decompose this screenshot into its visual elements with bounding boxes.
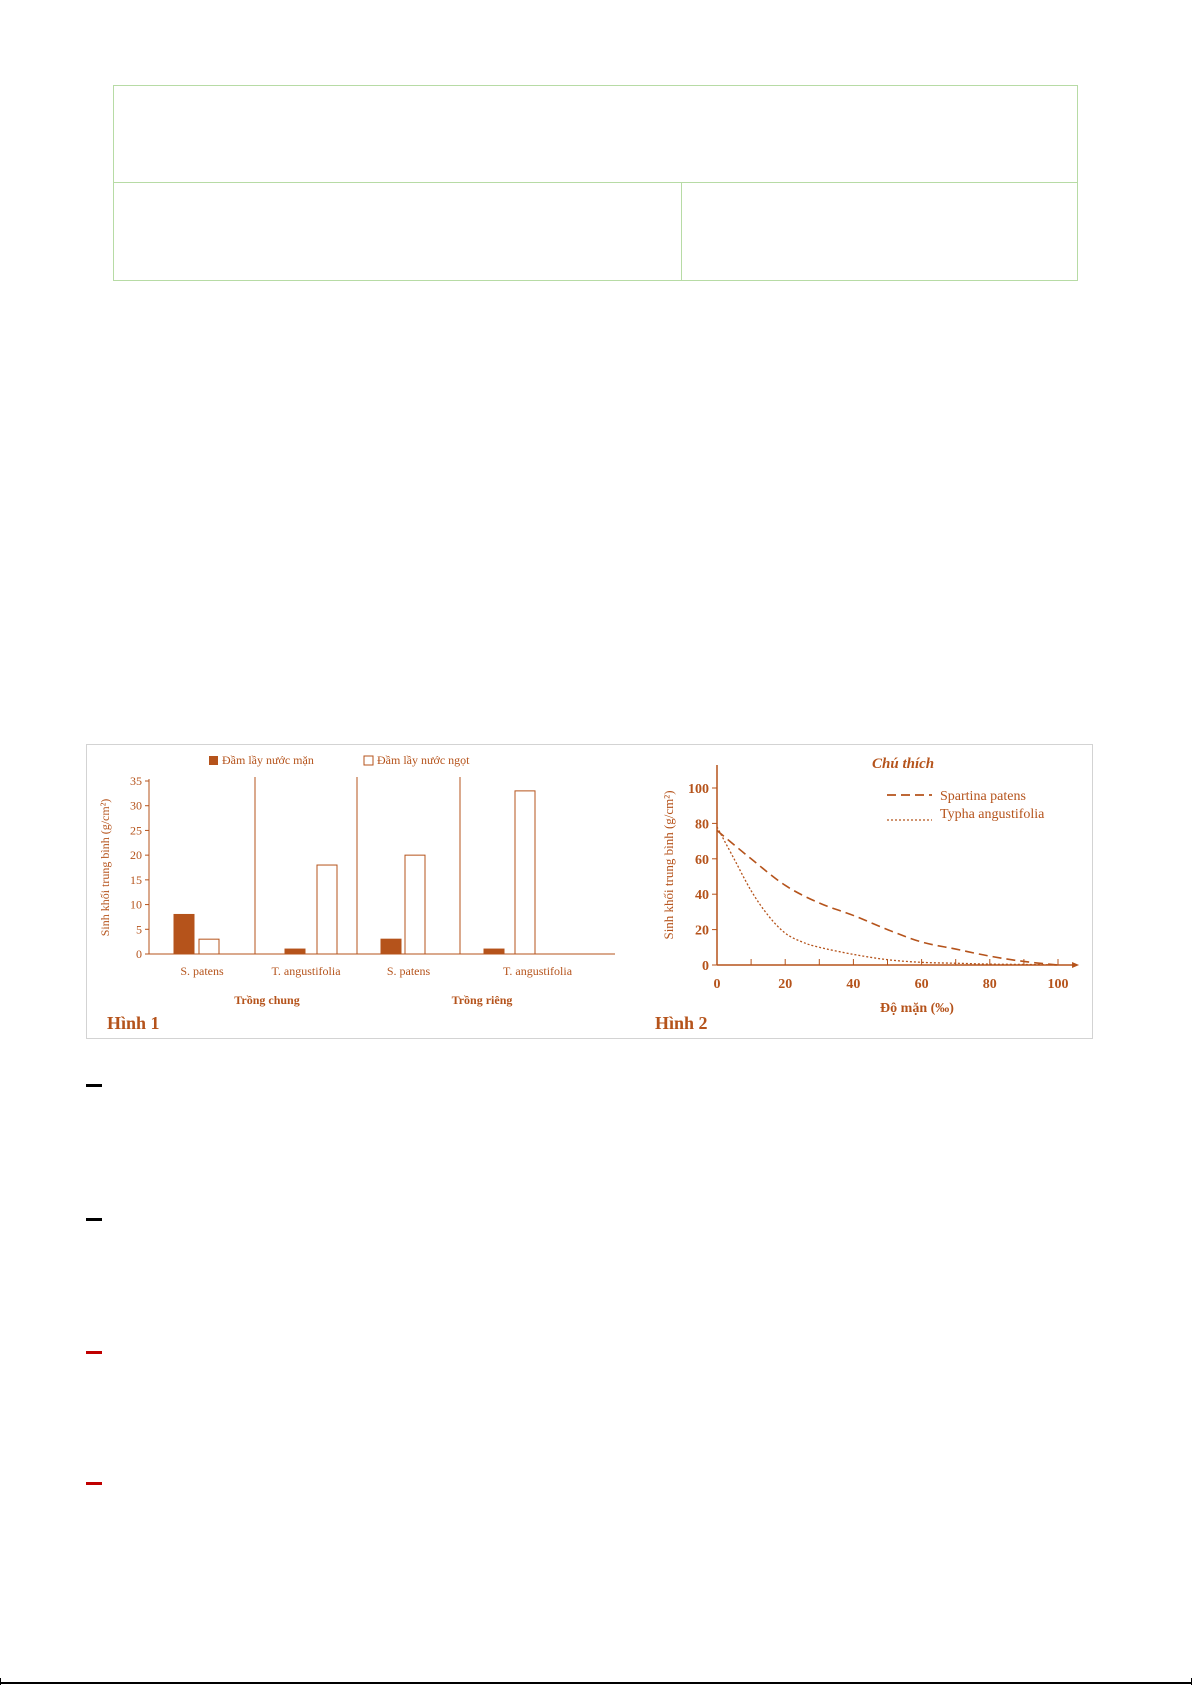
answer-table: [113, 85, 1078, 281]
group-label: Trồng riêng: [451, 993, 513, 1007]
y-tick-label: 5: [136, 922, 142, 937]
x-tick-label: S. patens: [386, 964, 431, 978]
x-tick-label: 40: [846, 977, 861, 992]
bar: [381, 939, 401, 954]
legend-title: Chú thích: [872, 756, 935, 772]
series-line: [717, 830, 1058, 965]
bar: [405, 855, 425, 954]
y-tick-label: 15: [130, 872, 142, 887]
bar: [515, 791, 535, 954]
x-tick-label: S. patens: [180, 964, 224, 978]
legend-label: Đầm lầy nước ngọt: [377, 753, 470, 767]
bar: [484, 949, 504, 954]
legend-label: Typha angustifolia: [940, 807, 1045, 822]
bar: [285, 949, 305, 954]
y-tick-label: 20: [695, 923, 709, 939]
bar: [199, 939, 219, 954]
figure-label: Hình 2: [655, 1013, 708, 1033]
y-tick-label: 10: [130, 897, 142, 912]
x-tick-label: 0: [713, 977, 721, 992]
x-axis-label: Độ mặn (‰): [880, 1001, 954, 1016]
page-bottom-rule: [0, 1682, 1192, 1684]
bar: [317, 865, 337, 954]
legend-label: Đầm lầy nước mặn: [222, 753, 314, 767]
figure-label: Hình 1: [107, 1013, 160, 1033]
y-tick-label: 60: [695, 852, 709, 868]
x-tick-label: 100: [1047, 977, 1069, 992]
option-mark: [86, 1351, 102, 1354]
option-mark: [86, 1084, 102, 1087]
y-tick-label: 0: [136, 947, 142, 961]
x-tick-label: T. angustifolia: [502, 964, 573, 978]
x-tick-label: 80: [982, 977, 997, 992]
legend-label: Spartina patens: [940, 789, 1026, 804]
y-tick-label: 100: [688, 782, 709, 797]
legend-swatch-filled: [209, 756, 218, 765]
x-axis-arrow: [1072, 962, 1079, 968]
series-line: [717, 827, 1058, 965]
x-tick-label: 20: [778, 977, 793, 992]
y-axis-label: Sinh khối trung bình (g/cm²): [661, 790, 676, 940]
y-tick-label: 0: [702, 959, 709, 974]
bar: [174, 914, 194, 954]
y-tick-label: 35: [130, 774, 142, 788]
figure-svg: [87, 745, 1092, 1038]
option-mark: [86, 1482, 102, 1485]
page-corner-tick: [0, 1678, 1, 1685]
y-tick-label: 20: [130, 848, 142, 863]
option-mark: [86, 1218, 102, 1221]
y-axis-label: Sinh khối trung bình (g/cm²): [98, 798, 112, 937]
group-label: Trồng chung: [234, 993, 300, 1007]
x-tick-label: T. angustifolia: [271, 964, 341, 978]
table-column-divider: [681, 182, 682, 280]
y-tick-label: 25: [130, 823, 142, 838]
y-tick-label: 80: [695, 817, 709, 833]
y-tick-label: 30: [130, 798, 142, 813]
figure-panel: [86, 744, 1093, 1039]
y-tick-label: 40: [695, 888, 709, 904]
table-row-divider: [114, 182, 1077, 183]
x-tick-label: 60: [914, 977, 929, 992]
legend-swatch-hollow: [364, 756, 373, 765]
